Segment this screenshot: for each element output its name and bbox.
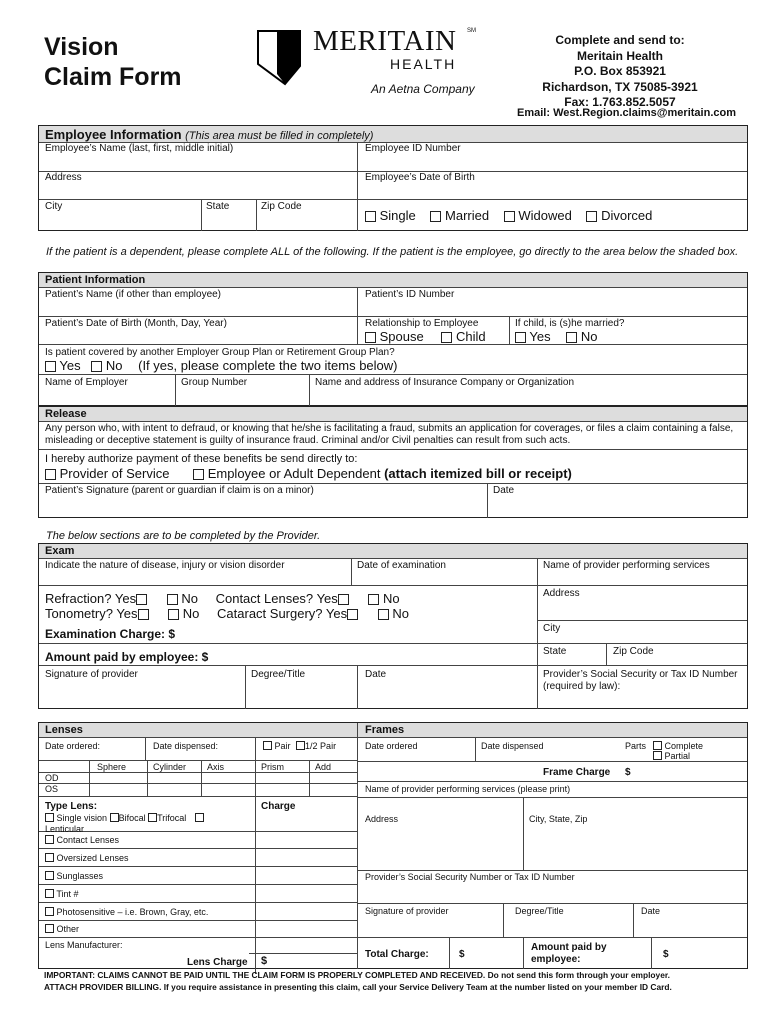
employee-id-field[interactable]: Employee ID Number — [365, 143, 461, 154]
employee-city-field[interactable]: City — [45, 201, 63, 212]
frame-date-field[interactable]: Date — [641, 906, 661, 916]
employer-name-field[interactable]: Name of Employer — [45, 377, 128, 388]
lens-type-options: Single vision Bifocal Trifocal Lenticular — [45, 813, 250, 835]
tint-checkbox[interactable] — [45, 889, 54, 898]
row-od: OD — [45, 773, 59, 783]
send-email: Email: West.Region.claims@meritain.com — [517, 107, 736, 119]
spouse-checkbox[interactable] — [365, 332, 376, 343]
employee-name-field[interactable]: Employee’s Name (last, first, middle initial) — [45, 143, 234, 154]
refraction-row: Refraction? Yes No Contact Lenses? Yes No — [45, 591, 400, 606]
exam-provider-signature-field[interactable]: Signature of provider — [45, 669, 138, 680]
contact-lenses-option: Contact Lenses — [45, 835, 119, 846]
frame-degree-field[interactable]: Degree/Title — [515, 906, 564, 916]
frame-provider-csz-field[interactable]: City, State, Zip — [529, 814, 588, 824]
trifocal-checkbox[interactable] — [148, 813, 157, 822]
lenses-frames-section — [38, 722, 748, 969]
other-option: Other — [45, 924, 79, 935]
tonometry-yes-checkbox[interactable] — [138, 609, 149, 620]
col-axis: Axis — [207, 762, 225, 772]
payee-options: Provider of Service Employee or Adult Dependent (attach itemized bill or receipt) — [45, 466, 572, 481]
lenses-header: Lenses — [45, 724, 83, 736]
patient-id-field[interactable]: Patient’s ID Number — [365, 289, 455, 300]
col-sphere: Sphere — [97, 762, 127, 772]
lens-manufacturer-field[interactable]: Lens Manufacturer: — [45, 940, 123, 950]
amount-paid-field[interactable]: $ — [663, 949, 669, 960]
frame-provider-signature-field[interactable]: Signature of provider — [365, 906, 449, 916]
pair-checkbox[interactable] — [263, 741, 272, 750]
contacts-yes-checkbox[interactable] — [338, 594, 349, 605]
footer-important: IMPORTANT: CLAIMS CANNOT BE PAID UNTIL THE CLAIM FORM IS PROPERLY COMPLETED AND RECEIVED. Do not send this form through your employer. — [44, 970, 670, 980]
frame-date-ordered-field[interactable]: Date ordered — [365, 741, 418, 751]
child-married-label: If child, is (s)he married? — [515, 318, 625, 329]
coverage-no-checkbox[interactable] — [91, 361, 102, 372]
exam-provider-ssn-field[interactable]: Provider’s Social Security or Tax ID Number (required by law): — [543, 669, 738, 692]
lenticular-checkbox[interactable] — [195, 813, 204, 822]
frame-date-dispensed-field[interactable]: Date dispensed — [481, 741, 544, 751]
lens-charge-label: Lens Charge — [187, 957, 248, 968]
parts-partial-option: Partial — [653, 751, 690, 762]
parts-complete-option: Complete — [653, 741, 703, 752]
widowed-checkbox[interactable] — [504, 211, 515, 222]
authorize-text: I hereby authorize payment of these benefits be send directly to: — [45, 453, 358, 465]
release-text: Any person who, with intent to defraud, or knowing that he/she is facilitating a fraud, submits an application for coverages, or files a claim containing a false, misleading or deceptive statement is guilty of insurance fraud. Criminal and/or Civil penalties can result from such acts. — [45, 423, 734, 446]
exam-provider-name-field[interactable]: Name of provider performing services — [543, 560, 710, 571]
logo-health: HEALTH — [390, 56, 457, 72]
employee-header: Employee Information (This area must be filled in completely) — [45, 127, 374, 142]
parts-label: Parts — [625, 741, 647, 751]
logo-tagline: An Aetna Company — [371, 82, 475, 96]
shield-logo-icon — [255, 28, 307, 86]
relationship-options: Spouse Child — [365, 329, 486, 344]
employee-section — [38, 125, 748, 231]
single-vision-checkbox[interactable] — [45, 813, 54, 822]
photosensitive-checkbox[interactable] — [45, 907, 54, 916]
employee-dob-field[interactable]: Employee’s Date of Birth — [365, 172, 475, 183]
exam-date-field[interactable]: Date of examination — [357, 560, 446, 571]
contact-lenses-checkbox[interactable] — [45, 835, 54, 844]
tonometry-row: Tonometry? Yes No Cataract Surgery? Yes No — [45, 606, 410, 621]
employee-address-field[interactable]: Address — [45, 172, 82, 183]
oversized-option: Oversized Lenses — [45, 853, 129, 864]
insurer-field[interactable]: Name and address of Insurance Company or Organization — [315, 377, 575, 388]
release-header: Release — [45, 408, 87, 420]
child-checkbox[interactable] — [441, 332, 452, 343]
frame-charge-field[interactable]: $ — [625, 767, 631, 778]
marital-status-group: Single Married Widowed Divorced — [365, 208, 652, 223]
sunglasses-option: Sunglasses — [45, 871, 103, 882]
contacts-no-checkbox[interactable] — [368, 594, 379, 605]
other-checkbox[interactable] — [45, 924, 54, 933]
patient-name-field[interactable]: Patient’s Name (if other than employee) — [45, 289, 222, 300]
footer-attach: ATTACH PROVIDER BILLING. If you require assistance in presenting this claim, call your Service Delivery Team at the number listed on your member ID Card. — [44, 982, 672, 992]
logo-name: MERITAIN — [313, 25, 457, 57]
bifocal-checkbox[interactable] — [110, 813, 119, 822]
frame-provider-ssn-field[interactable]: Provider’s Social Security Number or Tax ID Number — [365, 872, 575, 882]
coverage-yes-checkbox[interactable] — [45, 361, 56, 372]
child-married-yes-checkbox[interactable] — [515, 332, 526, 343]
exam-charge-field[interactable]: Examination Charge: $ — [45, 627, 176, 641]
exam-provider-address-field[interactable]: Address — [543, 588, 580, 599]
dependent-note: If the patient is a dependent, please complete ALL of the following. If the patient is the employee, go directly to the area below the shaded box. — [46, 246, 739, 258]
exam-section — [38, 543, 748, 709]
frame-provider-name-field[interactable]: Name of provider performing services (please print) — [365, 784, 571, 794]
cataract-yes-checkbox[interactable] — [347, 609, 358, 620]
nature-field[interactable]: Indicate the nature of disease, injury or vision disorder — [45, 560, 285, 571]
row-os: OS — [45, 784, 59, 794]
pair-options: Pair 1/2 Pair — [263, 741, 336, 752]
col-prism: Prism — [261, 762, 284, 772]
child-married-no-checkbox[interactable] — [566, 332, 577, 343]
parts-complete-checkbox[interactable] — [653, 741, 662, 750]
patient-signature-field[interactable]: Patient’s Signature (parent or guardian if claim is on a minor) — [45, 485, 314, 496]
amount-paid-label: Amount paid by employee: — [531, 942, 607, 965]
divorced-checkbox[interactable] — [586, 211, 597, 222]
exam-paid-field[interactable]: Amount paid by employee: $ — [45, 650, 209, 664]
exam-sign-date-field[interactable]: Date — [365, 669, 387, 680]
parts-partial-checkbox[interactable] — [653, 751, 662, 760]
send-to-block: Complete and send to: Meritain Health P.O. Box 853921 Richardson, TX 75085-3921 Fax: 1.763.852.5057 — [542, 33, 698, 109]
refraction-yes-checkbox[interactable] — [136, 594, 147, 605]
frame-charge-label: Frame Charge — [543, 767, 611, 778]
total-charge-label: Total Charge: — [365, 949, 429, 960]
photosensitive-option: Photosensitive – i.e. Brown, Gray, etc. — [45, 907, 208, 918]
single-checkbox[interactable] — [365, 211, 376, 222]
col-add: Add — [315, 762, 332, 772]
col-cylinder: Cylinder — [153, 762, 187, 772]
other-coverage-options: Yes No (If yes, please complete the two items below) — [45, 358, 398, 373]
sunglasses-checkbox[interactable] — [45, 871, 54, 880]
exam-provider-state-field[interactable]: State — [543, 646, 567, 657]
patient-section — [38, 272, 748, 406]
other-coverage-question: Is patient covered by another Employer Group Plan or Retirement Group Plan? — [45, 347, 395, 358]
provider-note: The below sections are to be completed by the Provider. — [46, 530, 321, 542]
oversized-checkbox[interactable] — [45, 853, 54, 862]
provider-of-service-checkbox[interactable] — [45, 469, 56, 480]
child-married-options: Yes No — [515, 329, 597, 344]
frames-header: Frames — [365, 724, 405, 736]
exam-header: Exam — [45, 545, 75, 557]
exam-provider-zip-field[interactable]: Zip Code — [613, 646, 654, 657]
tint-option: Tint # — [45, 889, 79, 900]
employee-state-field[interactable]: State — [206, 201, 230, 212]
release-section — [38, 406, 748, 518]
frame-provider-address-field[interactable]: Address — [365, 814, 399, 824]
half-pair-checkbox[interactable] — [296, 741, 305, 750]
form-title: Vision Claim Form — [44, 33, 182, 91]
exam-degree-field[interactable]: Degree/Title — [251, 669, 306, 680]
tonometry-no-checkbox[interactable] — [168, 609, 179, 620]
lens-date-dispensed-field[interactable]: Date dispensed: — [153, 741, 219, 751]
exam-provider-city-field[interactable]: City — [543, 623, 561, 634]
employee-zip-field[interactable]: Zip Code — [261, 201, 302, 212]
cataract-no-checkbox[interactable] — [378, 609, 389, 620]
total-charge-field[interactable]: $ — [459, 949, 465, 960]
lens-date-ordered-field[interactable]: Date ordered: — [45, 741, 101, 751]
refraction-no-checkbox[interactable] — [167, 594, 178, 605]
type-lens-label: Type Lens: — [45, 801, 98, 812]
married-checkbox[interactable] — [430, 211, 441, 222]
relationship-label: Relationship to Employee — [365, 318, 479, 329]
logo-sm: SM — [467, 28, 476, 34]
lens-charge-field[interactable]: $ — [261, 955, 268, 967]
patient-dob-field[interactable]: Patient’s Date of Birth (Month, Day, Year) — [45, 318, 227, 329]
patient-header: Patient Information — [45, 274, 146, 286]
meritain-logo — [255, 26, 485, 98]
lens-charge-col-label: Charge — [261, 801, 296, 812]
group-number-field[interactable]: Group Number — [181, 377, 248, 388]
release-date-field[interactable]: Date — [493, 485, 515, 496]
employee-dependent-checkbox[interactable] — [193, 469, 204, 480]
